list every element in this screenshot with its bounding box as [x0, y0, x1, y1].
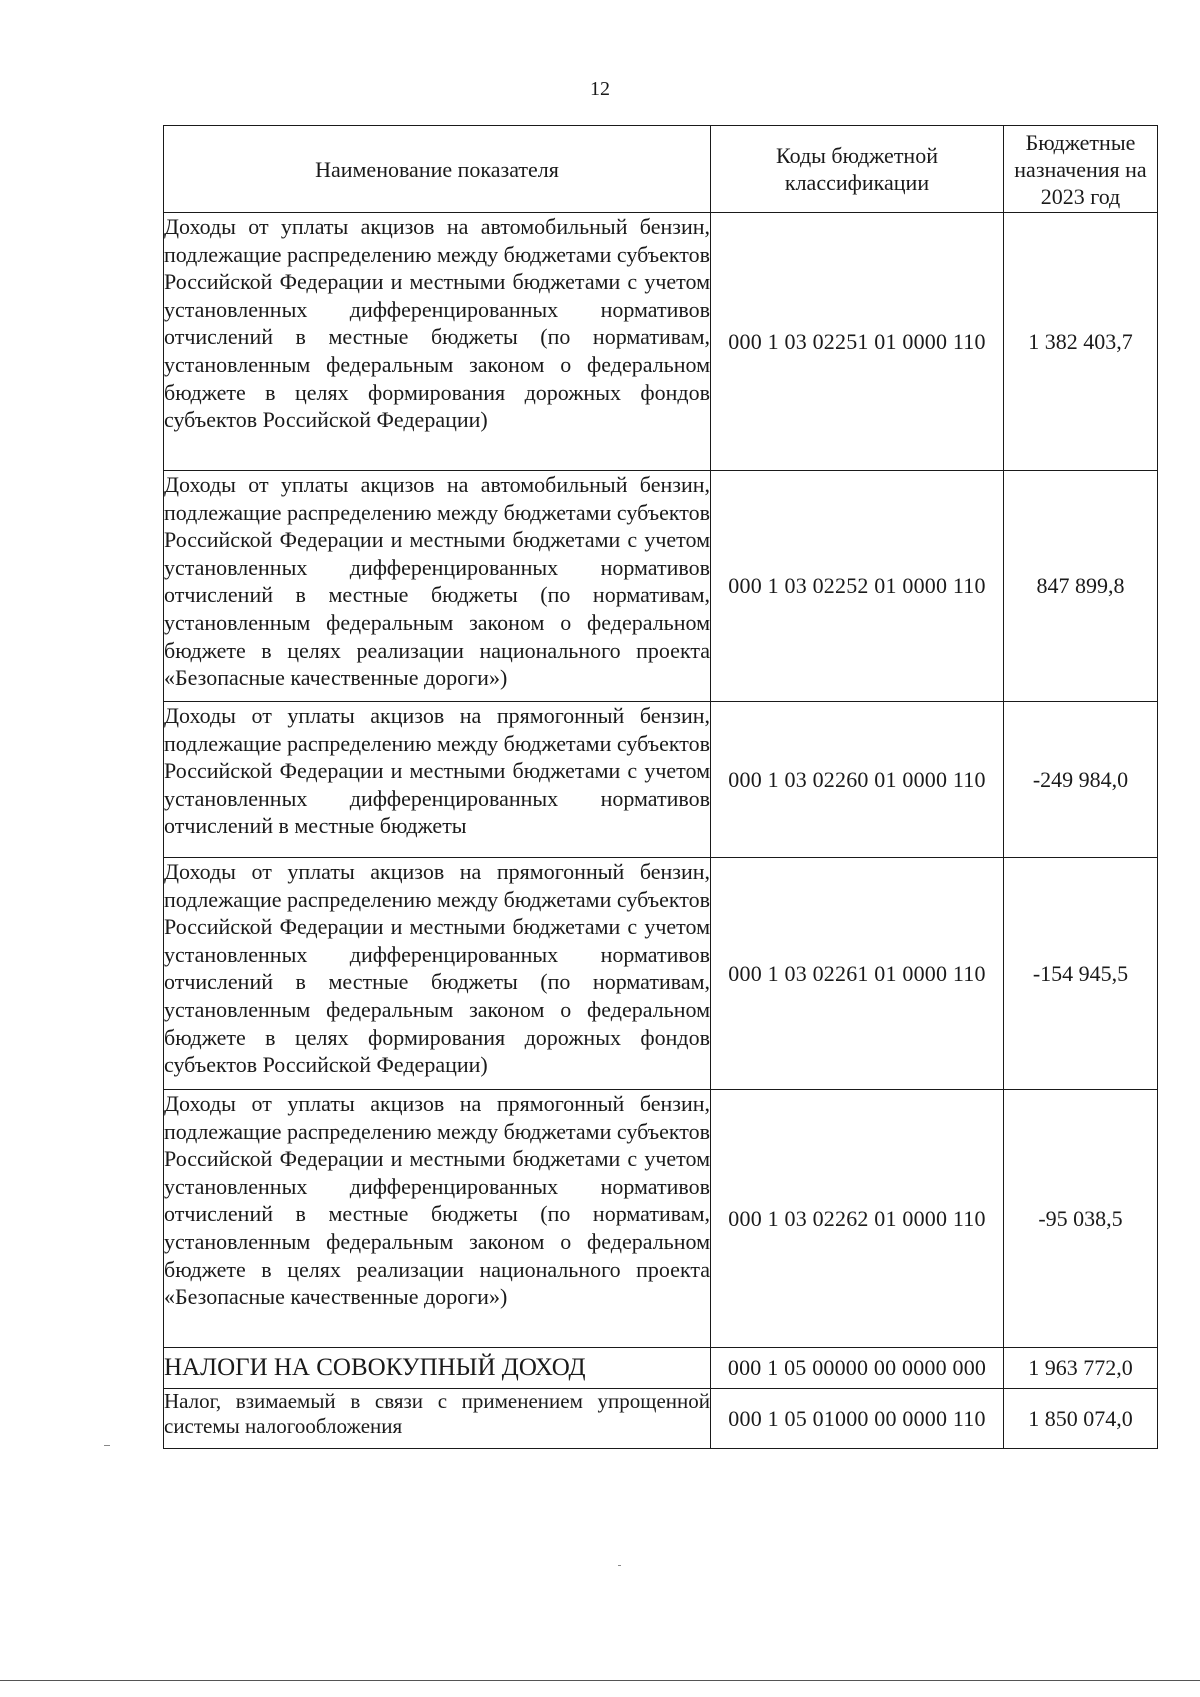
budget-table	[163, 125, 1158, 1449]
row-sum: -95 038,5	[1004, 1090, 1158, 1348]
scan-speck	[104, 1445, 110, 1446]
table-row	[164, 858, 1158, 1090]
row-sum: 1 382 403,7	[1004, 213, 1158, 471]
table-row	[164, 1090, 1158, 1348]
row-name: Доходы от уплаты акцизов на прямогонный бензин, подлежащие распределению между бюджетами субъектов Российской Федерации и местными бюджетами с учетом установленных дифференцированных нормативов отчислений в местные бюджеты (по нормативам, установленным федеральным законом о федеральном бюджете в целях реализации национального проекта «Безопасные качественные дороги»)	[164, 1090, 711, 1348]
row-name: Доходы от уплаты акцизов на прямогонный бензин, подлежащие распределению между бюджетами субъектов Российской Федерации и местными бюджетами с учетом установленных дифференцированных нормативов отчислений в местные бюджеты	[164, 702, 711, 858]
header-sum: Бюджетные назначения на 2023 год	[1004, 126, 1158, 213]
row-sum: 1 963 772,0	[1004, 1348, 1158, 1389]
header-row	[164, 126, 1158, 213]
row-sum: -249 984,0	[1004, 702, 1158, 858]
row-code: 000 1 03 02260 01 0000 110	[711, 702, 1004, 858]
row-name: Доходы от уплаты акцизов на автомобильный бензин, подлежащие распределению между бюджетами субъектов Российской Федерации и местными бюджетами с учетом установленных дифференцированных нормативов отчислений в местные бюджеты (по нормативам, установленным федеральным законом о федеральном бюджете в целях реализации национального проекта «Безопасные качественные дороги»)	[164, 471, 711, 702]
row-name: Налог, взимаемый в связи с применением упрощенной системы налогообложения	[164, 1389, 711, 1449]
row-code: 000 1 03 02262 01 0000 110	[711, 1090, 1004, 1348]
scan-speck	[618, 1565, 621, 1566]
row-code: 000 1 03 02252 01 0000 110	[711, 471, 1004, 702]
header-code: Коды бюджетной классификации	[711, 126, 1004, 213]
row-sum: 847 899,8	[1004, 471, 1158, 702]
row-code: 000 1 05 00000 00 0000 000	[711, 1348, 1004, 1389]
row-code: 000 1 03 02251 01 0000 110	[711, 213, 1004, 471]
page-number: 12	[590, 78, 610, 100]
row-name: Доходы от уплаты акцизов на автомобильный бензин, подлежащие распределению между бюджетами субъектов Российской Федерации и местными бюджетами с учетом установленных дифференцированных нормативов отчислений в местные бюджеты (по нормативам, установленным федеральным законом о федеральном бюджете в целях формирования дорожных фондов субъектов Российской Федерации)	[164, 213, 711, 471]
row-code: 000 1 05 01000 00 0000 110	[711, 1389, 1004, 1449]
row-name: НАЛОГИ НА СОВОКУПНЫЙ ДОХОД	[164, 1348, 711, 1389]
table-row	[164, 1389, 1158, 1449]
table-row	[164, 213, 1158, 471]
table-header	[164, 126, 1158, 213]
header-name: Наименование показателя	[164, 126, 711, 213]
table-body	[164, 213, 1158, 1449]
table-row	[164, 702, 1158, 858]
scan-edge-line	[0, 1680, 1200, 1681]
row-sum: -154 945,5	[1004, 858, 1158, 1090]
row-code: 000 1 03 02261 01 0000 110	[711, 858, 1004, 1090]
table-row	[164, 1348, 1158, 1389]
row-sum: 1 850 074,0	[1004, 1389, 1158, 1449]
table-row	[164, 471, 1158, 702]
row-name: Доходы от уплаты акцизов на прямогонный бензин, подлежащие распределению между бюджетами субъектов Российской Федерации и местными бюджетами с учетом установленных дифференцированных нормативов отчислений в местные бюджеты (по нормативам, установленным федеральным законом о федеральном бюджете в целях формирования дорожных фондов субъектов Российской Федерации)	[164, 858, 711, 1090]
